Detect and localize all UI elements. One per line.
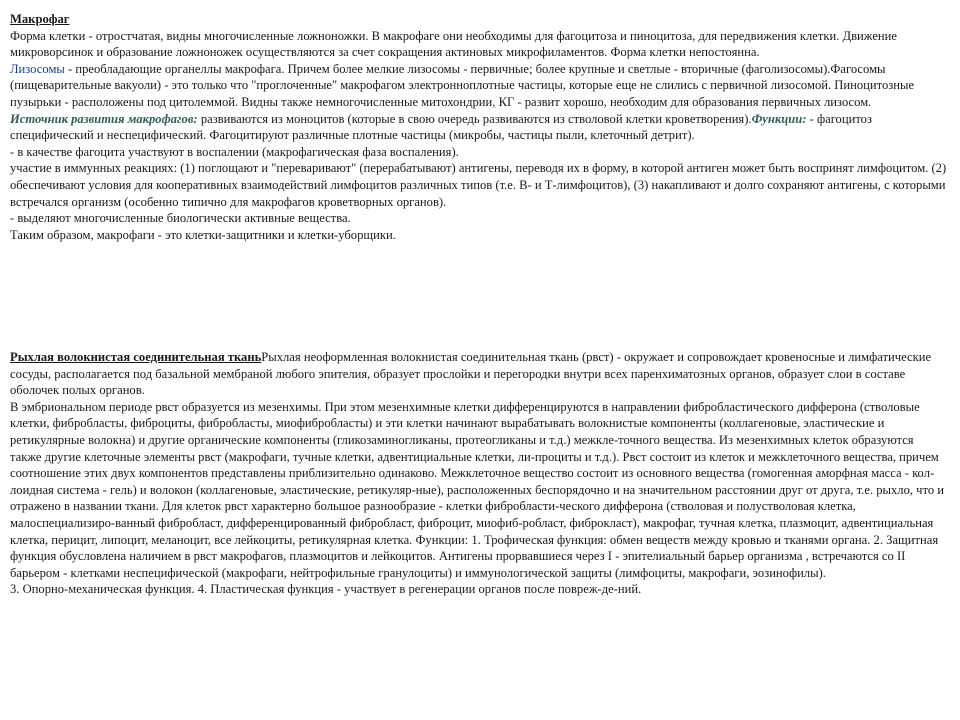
lysosomes-text-end: КГ - развит хорошо, необходим для образования первичных лизосом. — [495, 94, 872, 109]
macrophage-shape-paragraph: Форма клетки - отростчатая, видны многочисленные ложноножки. В макрофаге они необходимы для фагоцитоза и пиноцитоза, для передвижения клетки. Движение микроворсинок и образование ложноножек осуществляются за счет сокращения актиновых микрофиламентов. Форма клетки непостоянна. — [10, 28, 897, 60]
macrophage-title-line — [10, 11, 948, 28]
function-secretion: - выделяют многочисленные биологически активные вещества. — [10, 211, 351, 226]
loose-tissue-development: В эмбриональном периоде рвст образуется из мезенхимы. При этом мезенхимные клетки дифференцируются в направлении фибробластического дифферона (стволовые клетки, фибробласты, фиброциты, фибробласты, миофибробласты) и эти клетки начинают вырабатывать волокнистые компоненты (коллагеновые, эластические и ретикулярные волокна) и другие органические компоненты (гликозаминогликаны, протеогликаны и т.д.) межкле-точного вещества. Из мезенхимных клеток образуются также другие клеточные элементы рвст (макрофаги, тучные клетки, адвентициальные клетки, ли-проциты и т.д.). Рвст состоит из клеток и межклеточного вещества, причем соотношение этих двух компонентов представлены приблизительно одинаково. Межклеточное вещество состоит из основного вещества (гомогенная аморфная масса - кол-лоидная система - гель) и волокон (коллагеновые, эластические, ретикуляр-ные), расположенных беспорядочно и на значительном расстоянии друг от друга, т.е. рыхло, что и отражено в названии ткани. Для клеток рвст характерно большое разнообразие - клетки фибробласти-ческого дифферона (стволовая и полустволовая клетка, малоспециализиро-ванный фибробласт, дифференцированный фибробласт, фиброцит, миофиб-робласт, фиброкласт), макрофаг, тучная клетка, плазмоцит, адвентициальная клетка, перицит, липоцит, меланоцит, все лейкоциты, ретикулярная клетка. Функции: 1. Трофическая функция: обмен веществ между кровью и тканями органа. 2. Защитная функция обусловлена наличием в рвст макрофагов, плазмоцитов и лейкоцитов. Антигены прорвавшиеся через I - эпителиальный барьер организма , встречаются со II барьером - клетками неспецифической (макрофаги, нейтрофильные гранулоциты) и иммунологической защиты (лимфоциты, макрофаги, эозинофилы). — [10, 399, 945, 580]
loose-tissue-section — [10, 349, 948, 598]
function-inflammation: - в качестве фагоцита участвуют в воспалении (макрофагическая фаза воспаления). — [10, 144, 459, 159]
source-text: развиваются из моноцитов (которые в свою очередь развиваются из стволовой клетки кроветворения). — [197, 111, 752, 126]
loose-tissue-title: Рыхлая волокнистая соединительная ткань — [10, 350, 262, 364]
macrophage-summary: Таким образом, макрофаги - это клетки-защитники и клетки-уборщики. — [10, 227, 396, 242]
function-phagocytosis: - фагоцитоз специфический и неспецифический. Фагоцитируют различные плотные частицы (микробы, частицы пыли, клеточный детрит). — [10, 111, 872, 143]
source-term: Источник развития макрофагов: — [10, 111, 198, 126]
loose-tissue-intro — [10, 349, 948, 399]
function-immune: участие в иммунных реакциях: (1) поглощают и "переваривают" (перерабатывают) антигены, переводя их в форму, в которой антиген может быть воспринят лимфоцитом. (2) обеспечивают условия для кооперативных взаимодействий лимфоцитов различных типов (т.е. В- и Т-лимфоцитов), (3) накапливают и долго сохраняют антигены, с которыми встречался организм (особенно типично для макрофагов кроветворных органов). — [10, 161, 947, 209]
loose-tissue-functions-end: 3. Опорно-механическая функция. 4. Пластическая функция - участвует в регенерации органов после повреж-де-ний. — [10, 582, 642, 597]
lysosomes-text: - преобладающие органеллы макрофага. Причем более мелкие лизосомы - первичные; более крупные и светлые - вторичные (фаголизосомы).Фагосомы (пищеварительные вакуоли) - это только что "проглоченные" макрофагом электронноплотные частицы, которые еще не слились с первичной лизосомой. Пиноцитозные пузырьки - расположены под цитолеммой. Видны также немногочисленные митохондрии — [10, 61, 915, 109]
functions-term: Функции: — [751, 111, 807, 126]
macrophage-section — [10, 11, 948, 243]
mitochondria-link[interactable]: , — [492, 94, 496, 109]
source-paragraph — [10, 111, 948, 144]
lysosomes-term: Лизосомы — [10, 61, 65, 76]
macrophage-title: Макрофаг — [10, 12, 70, 26]
lysosomes-paragraph — [10, 61, 948, 111]
loose-tissue-definition: Рыхлая неоформленная волокнистая соединительная ткань (рвст) - окружает и сопровождает кровеносные и лимфатические сосуды, располагается под базальной мембраной любого эпителия, образует прослойки и перегородки внутри всех паренхиматозных органов, образует слои в составе оболочек полых органов. — [10, 350, 932, 398]
